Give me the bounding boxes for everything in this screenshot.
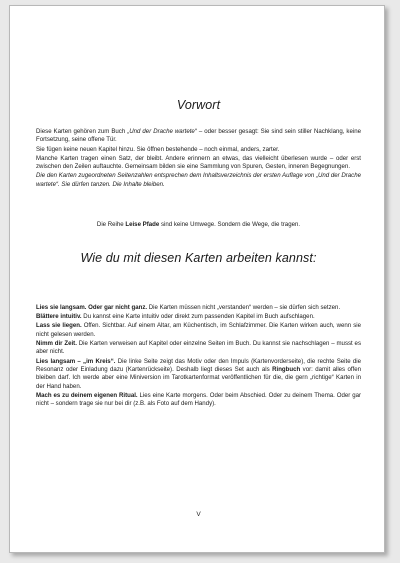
list-item: Blättere intuitiv. Du kannst eine Karte intuitiv oder direkt zum passenden Kapitel im Buch aufschlagen. <box>36 313 315 321</box>
book-title: „Und der Drache wartete“ <box>127 128 197 135</box>
arbeiten-list <box>36 304 361 410</box>
list-item: Lass sie liegen. Offen. Sichtbar. Auf einem Altar, am Küchentisch, im Schlafzimmer. Die Karten wirken auch, wenn sie nicht gelesen werden. <box>36 322 361 338</box>
heading-arbeiten: Wie du mit diesen Karten arbeiten kannst: <box>80 251 317 265</box>
list-item: Lies langsam – „im Kreis“. Die linke Seite zeigt das Motiv oder den Impuls (Kartenvorderseite), die rechte Seite die Resonanz oder Einladung dazu (Kartenrückseite). Deshalb liegt dieses Set auch als Ringbuch vor: damit alles offen bleiben darf. Ich werde aber eine Miniversion im Tarotkartenformat veröffentlichen für die, die gern „richtige“ Karten in der Hand haben. <box>36 357 361 390</box>
page-number: V <box>196 511 201 518</box>
list-item: Nimm dir Zeit. Die Karten verweisen auf Kapitel oder einzelne Seiten im Buch. Du kannst sie nachschlagen – musst es aber nicht. <box>36 340 361 356</box>
page-content <box>36 6 361 552</box>
vorwort-paragraph-2: Sie fügen keine neuen Kapitel hinzu. Sie öffnen bestehende – noch einmal, anders, zarter. <box>36 145 280 153</box>
vorwort-paragraph-1: Diese Karten gehören zum Buch „Und der Drache wartete“ – oder besser gesagt: Sie sind sein stiller Nachklang, keine Fortsetzung, seine offene Tür. <box>36 128 361 144</box>
vorwort-paragraph-3: Manche Karten tragen einen Satz, der bleibt. Andere erinnern an etwas, das vielleicht überlesen wurde – oder erst zwischen den Zeilen auftauchte. Gemeinsam bilden sie eine Sammlung von Spuren, Gesten, inneren Begegnungen. <box>36 154 361 171</box>
vorwort-paragraph-4: Die den Karten zugeordneten Seitenzahlen entsprechen dem Inhaltsverzeichnis der ersten Auflage von „Und der Drache wartete“. Sie dürfen tanzen. Die Inhalte bleiben. <box>36 172 361 188</box>
list-item: Lies sie langsam. Oder gar nicht ganz. Die Karten müssen nicht „verstanden“ werden – sie dürfen sich setzen. <box>36 304 341 311</box>
vorwort-text <box>36 128 361 190</box>
list-item: Mach es zu deinem eigenen Ritual. Lies eine Karte morgens. Oder beim Abschied. Oder zu deinem Thema. Oder gar nicht – sondern trage sie nur bei dir (z.B. als Foto auf dem Handy). <box>36 392 362 408</box>
reihe-line: Die Reihe Leise Pfade sind keine Umwege. Sondern die Wege, die tragen. <box>96 221 301 228</box>
heading-vorwort: Vorwort <box>176 98 221 112</box>
series-name: Leise Pfade <box>125 221 160 228</box>
document-page <box>9 5 385 553</box>
